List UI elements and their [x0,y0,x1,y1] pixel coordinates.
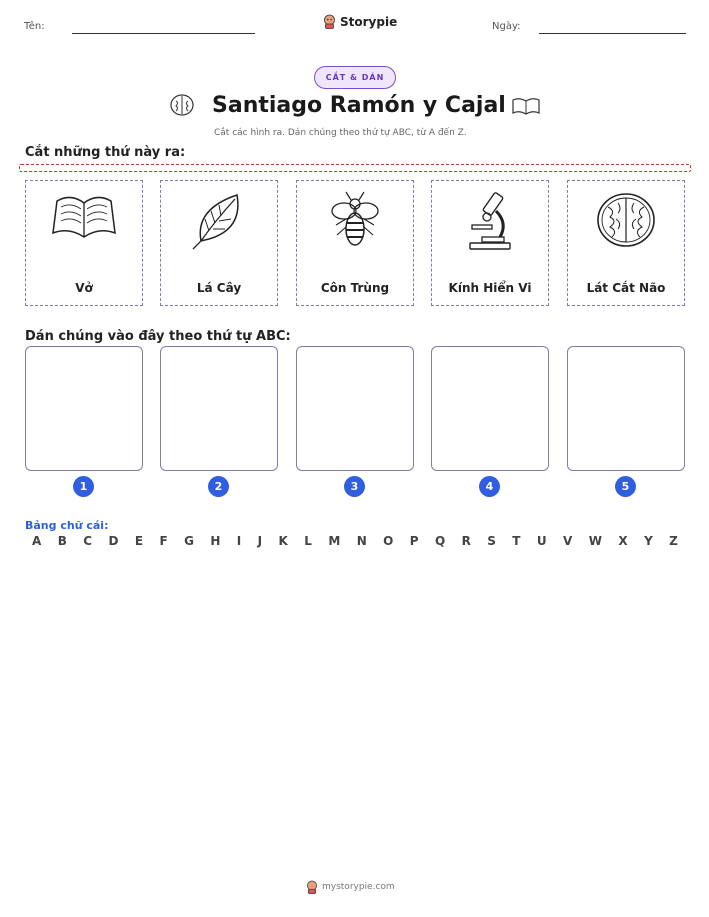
cut-card-label: Vở [75,281,93,295]
footer [306,880,395,894]
letter: J [257,534,263,548]
name-label: Tên: [24,21,45,32]
brand-logo [323,14,397,29]
cut-card-label: Kính Hiển Vi [448,281,532,295]
letter: K [278,534,288,548]
open-book-icon [49,189,119,249]
cut-card-label: Lá Cây [196,281,242,295]
number-badge-1: 1 [73,476,94,497]
letter: X [618,534,628,548]
letter: O [383,534,394,548]
letter: S [487,534,496,548]
letter: N [356,534,367,548]
letter: R [461,534,471,548]
brain-slice-icon [594,189,658,251]
letter: P [409,534,419,548]
leaf-icon [189,189,249,253]
letter: U [536,534,547,548]
paste-box-1[interactable] [25,346,143,471]
date-label: Ngày: [492,21,521,32]
letter: T [512,534,521,548]
number-badge-5: 5 [615,476,636,497]
cut-heading: Cắt những thứ này ra: [25,145,186,160]
page-title: Santiago Ramón y Cajal [212,93,506,118]
name-line[interactable] [72,33,255,34]
paste-heading: Dán chúng vào đây theo thứ tự ABC: [25,329,291,344]
brand-name: Storypie [340,14,398,29]
letter: Z [669,534,678,548]
letter: Q [434,534,446,548]
letter: G [184,534,194,548]
microscope-icon [462,189,518,253]
bee-icon [324,189,386,253]
brain-icon [169,92,195,118]
cut-card-label: Lát Cắt Não [586,281,666,295]
cut-card-1[interactable] [25,180,143,306]
cut-line [19,164,691,172]
date-line[interactable] [539,33,686,34]
paste-box-2[interactable] [160,346,278,471]
letter: C [83,534,93,548]
paste-box-3[interactable] [296,346,414,471]
letter: I [236,534,242,548]
letter: W [588,534,602,548]
number-badge-3: 3 [344,476,365,497]
storypie-mascot-icon [306,880,318,894]
cut-card-3[interactable] [296,180,414,306]
cut-card-label: Côn Trùng [320,281,390,295]
instructions: Cắt các hình ra. Dán chúng theo thứ tự ABC, từ A đến Z. [214,128,467,138]
letter: F [159,534,168,548]
alphabet-heading: Bảng chữ cái: [25,519,109,532]
footer-site[interactable]: mystorypie.com [322,882,395,892]
number-badge-2: 2 [208,476,229,497]
letter: V [563,534,573,548]
letter: M [328,534,341,548]
letter: H [210,534,221,548]
cut-card-2[interactable] [160,180,278,306]
cut-card-5[interactable] [567,180,685,306]
book-icon [511,96,541,116]
letter: E [134,534,144,548]
cut-card-4[interactable] [431,180,549,306]
letter: A [32,534,42,548]
storypie-mascot-icon [323,14,336,29]
letter: L [304,534,312,548]
paste-box-4[interactable] [431,346,549,471]
alphabet-row [32,534,678,548]
activity-badge: CẮT & DÁN [314,66,396,89]
letter: B [57,534,67,548]
letter: D [108,534,119,548]
paste-box-5[interactable] [567,346,685,471]
letter: Y [644,534,653,548]
number-badge-4: 4 [479,476,500,497]
